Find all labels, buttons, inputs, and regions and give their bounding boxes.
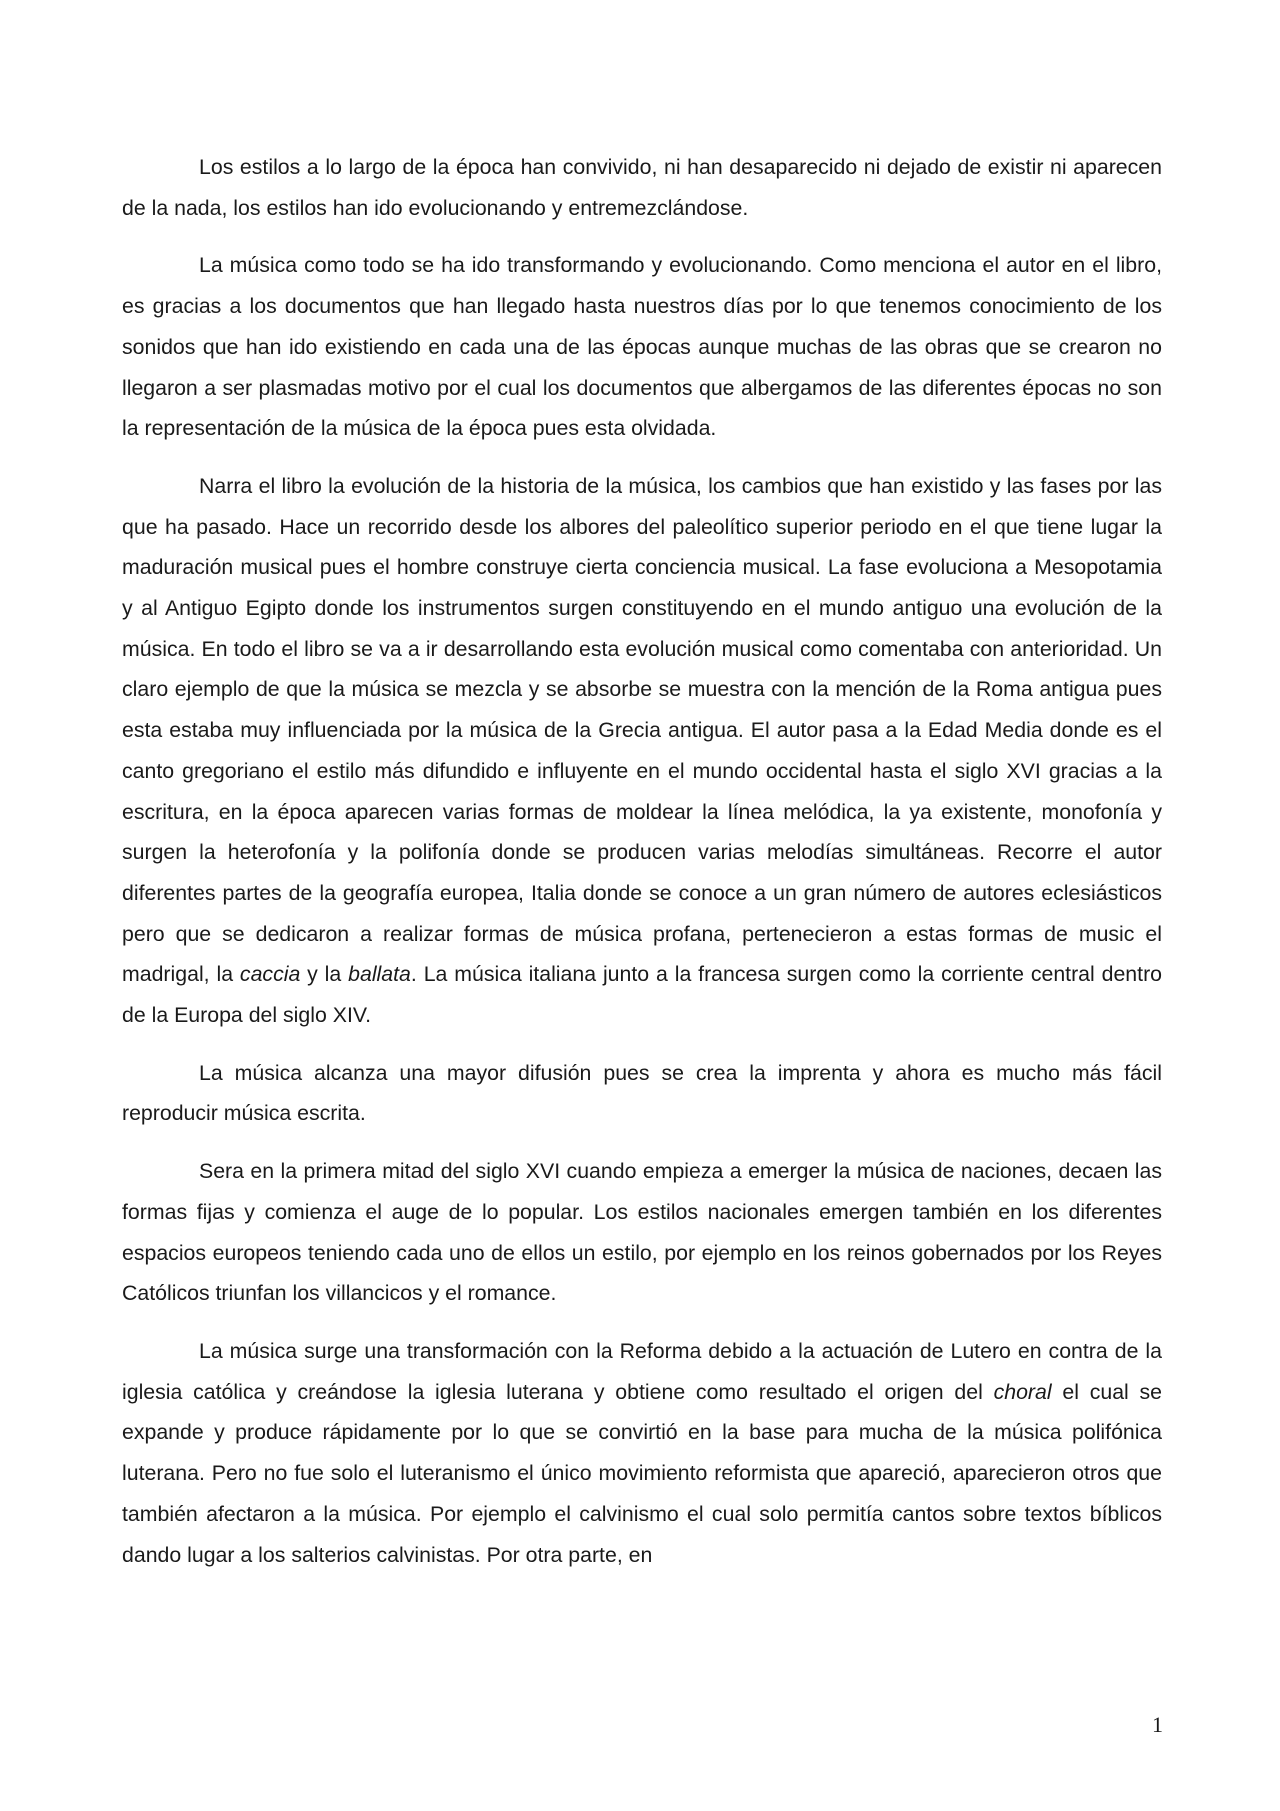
body-text: [122, 147, 1162, 1575]
paragraph-4: [122, 1053, 1162, 1134]
paragraph-3-text-c: . La música italiana junto a la francesa surgen como la corriente central dentro de la Europa del siglo XIV.: [122, 962, 1163, 1028]
paragraph-1-text: Los estilos a lo largo de la época han convivido, ni han desaparecido ni dejado de existir ni aparecen de la nada, los estilos han ido evolucionando y entremezclándose.: [122, 155, 1162, 220]
paragraph-2: [122, 245, 1162, 449]
page-number: 1: [1152, 1712, 1163, 1737]
paragraph-1: [122, 147, 1162, 228]
paragraph-3: [122, 466, 1162, 1036]
paragraph-2-text: La música como todo se ha ido transformando y evolucionando. Como menciona el autor en el libro, es gracias a los documentos que han llegado hasta nuestros días por lo que tenemos conocimiento de los sonidos que han ido existiendo en cada una de las épocas aunque muchas de las obras que se crearon no llegaron a ser plasmadas motivo por el cual los documentos que albergamos de las diferentes épocas no son la representación de la música de la época pues esta olvidada.: [122, 253, 1162, 441]
paragraph-6-text-a: La música surge una transformación con la Reforma debido a la actuación de Lutero en contra de la iglesia católica y creándose la iglesia luterana y obtiene como resultado el origen del: [122, 1338, 1162, 1404]
term-choral: choral: [993, 1379, 1052, 1404]
paragraph-6-text-b: el cual se expande y produce rápidamente por lo que se convirtió en la base para mucha de la música polifónica luterana. Pero no fue solo el luteranismo el único movimiento reformista que apareció, aparecieron otros que también afectaron a la música. Por ejemplo el calvinismo el cual solo permitía cantos sobre textos bíblicos dando lugar a los salterios calvinistas. Por otra parte, en: [122, 1379, 1163, 1567]
paragraph-3-text-b: y la: [300, 962, 349, 987]
term-caccia: caccia: [239, 962, 301, 987]
paragraph-6: [122, 1331, 1162, 1575]
paragraph-4-text: La música alcanza una mayor difusión pues se crea la imprenta y ahora es mucho más fácil reproducir música escrita.: [122, 1060, 1162, 1126]
paragraph-3-text-a: Narra el libro la evolución de la historia de la música, los cambios que han existido y las fases por las que ha pasado. Hace un recorrido desde los albores del paleolítico superior periodo en el que tiene lugar la maduración musical pues el hombre construye cierta conciencia musical. La fase evoluciona a Mesopotamia y al Antiguo Egipto donde los instrumentos surgen constituyendo en el mundo antiguo una evolución de la música. En todo el libro se va a ir desarrollando esta evolución musical como comentaba con anterioridad. Un claro ejemplo de que la música se mezcla y se absorbe se muestra con la mención de la Roma antigua pues esta estaba muy influenciada por la música de la Grecia antigua. El autor pasa a la Edad Media donde es el canto gregoriano el estilo más difundido e influyente en el mundo occidental hasta el siglo XVI gracias a la escritura, en la época aparecen varias formas de moldear la línea melódica, la ya existente, monofonía y surgen la heterofonía y la polifonía donde se producen varias melodías simultáneas. Recorre el autor diferentes partes de la geografía europea, Italia donde se conoce a un gran número de autores eclesiásticos pero que se dedicaron a realizar formas de música profana, pertenecieron a estas formas de music el madrigal, la: [122, 473, 1162, 987]
paragraph-5-text: Sera en la primera mitad del siglo XVI cuando empieza a emerger la música de naciones, decaen las formas fijas y comienza el auge de lo popular. Los estilos nacionales emergen también en los diferentes espacios europeos teniendo cada uno de ellos un estilo, por ejemplo en los reinos gobernados por los Reyes Católicos triunfan los villancicos y el romance.: [122, 1159, 1162, 1306]
paragraph-5: [122, 1151, 1162, 1314]
term-ballata: ballata: [348, 962, 411, 987]
